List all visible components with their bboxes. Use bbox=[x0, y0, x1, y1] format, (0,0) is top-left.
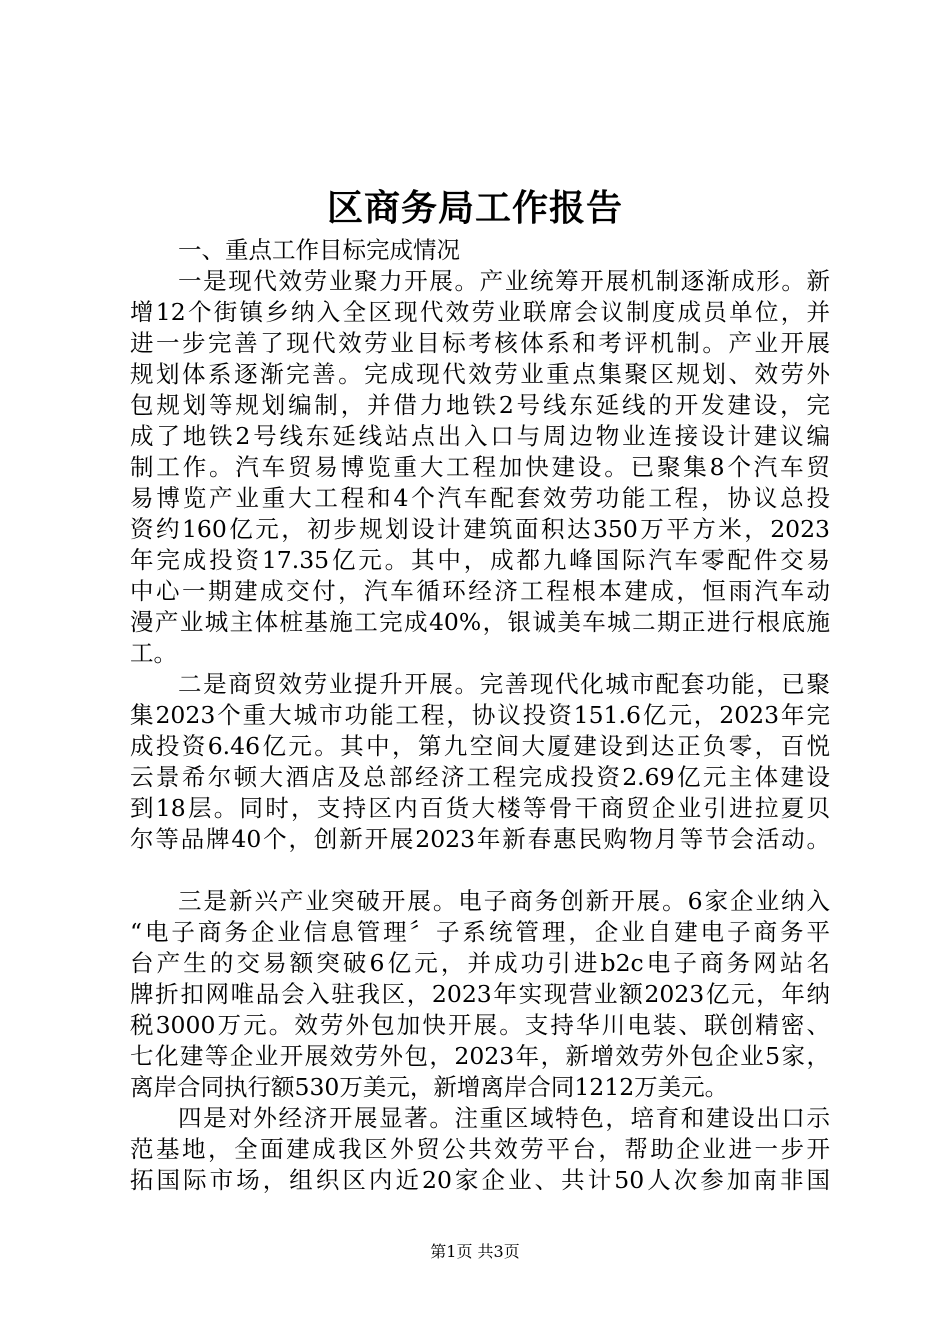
paragraph-line: 三是新兴产业突破开展。电子商务创新开展。6家企业纳入 bbox=[178, 887, 830, 915]
paragraph-line: 易博览产业重大工程和4个汽车配套效劳功能工程，协议总投 bbox=[130, 484, 830, 512]
document-title: 区商务局工作报告 bbox=[326, 187, 623, 229]
paragraph-line: 七化建等企业开展效劳外包，2023年，新增效劳外包企业5家， bbox=[130, 1042, 830, 1070]
paragraph-line: 四是对外经济开展显著。注重区域特色，培育和建设出口示 bbox=[178, 1104, 830, 1132]
paragraph-line: 云景希尔顿大酒店及总部经济工程完成投资2.69亿元主体建设 bbox=[130, 763, 830, 791]
paragraph-line: 二是商贸效劳业提升开展。完善现代化城市配套功能，已聚 bbox=[178, 670, 830, 698]
paragraph-line: 增12个街镇乡纳入全区现代效劳业联席会议制度成员单位，并 bbox=[130, 298, 830, 326]
paragraph-line: 中心一期建成交付，汽车循环经济工程根本建成，恒雨汽车动 bbox=[130, 577, 830, 605]
paragraph-line: 台产生的交易额突破6亿元，并成功引进b2c电子商务网站名 bbox=[130, 949, 830, 977]
paragraph-line: 包规划等规划编制，并借力地铁2号线东延线的开发建设，完 bbox=[130, 391, 830, 419]
paragraph-gap bbox=[130, 855, 830, 886]
paragraph-line: 拓国际市场，组织区内近20家企业、共计50人次参加南非国 bbox=[130, 1166, 830, 1194]
paragraph-line: 一是现代效劳业聚力开展。产业统筹开展机制逐渐成形。新 bbox=[178, 267, 830, 295]
paragraph-line: 成投资6.46亿元。其中，第九空间大厦建设到达正负零，百悦 bbox=[130, 732, 830, 760]
paragraph-line: 工。 bbox=[130, 639, 177, 667]
paragraph-line: 制工作。汽车贸易博览重大工程加快建设。已聚集8个汽车贸 bbox=[130, 453, 830, 481]
paragraph-line: 成了地铁2号线东延线站点出入口与周边物业连接设计建议编 bbox=[130, 422, 830, 450]
document-body bbox=[130, 235, 830, 1196]
paragraph-line: 规划体系逐渐完善。完成现代效劳业重点集聚区规划、效劳外 bbox=[130, 360, 830, 388]
paragraph-line: 到18层。同时，支持区内百货大楼等骨干商贸企业引进拉夏贝 bbox=[130, 794, 830, 822]
paragraph-line: 集2023个重大城市功能工程，协议投资151.6亿元，2023年完 bbox=[130, 701, 830, 729]
page-footer: 第1页 共3页 bbox=[430, 1242, 520, 1261]
paragraph-line: 进一步完善了现代效劳业目标考核体系和考评机制。产业开展 bbox=[130, 329, 830, 357]
paragraph-line: 年完成投资17.35亿元。其中，成都九峰国际汽车零配件交易 bbox=[130, 546, 830, 574]
paragraph-line: 离岸合同执行额530万美元，新增离岸合同1212万美元。 bbox=[130, 1073, 729, 1101]
paragraph-line: “电子商务企业信息管理〞子系统管理，企业自建电子商务平 bbox=[130, 918, 830, 946]
paragraph-line: 范基地，全面建成我区外贸公共效劳平台，帮助企业进一步开 bbox=[130, 1135, 830, 1163]
section-heading: 一、重点工作目标完成情况 bbox=[178, 236, 460, 264]
paragraph-line: 资约160亿元，初步规划设计建筑面积达350万平方米，2023 bbox=[130, 515, 830, 543]
paragraph-line: 税3000万元。效劳外包加快开展。支持华川电装、联创精密、 bbox=[130, 1011, 830, 1039]
paragraph-line: 牌折扣网唯品会入驻我区，2023年实现营业额2023亿元，年纳 bbox=[130, 980, 830, 1008]
paragraph-line: 尔等品牌40个，创新开展2023年新春惠民购物月等节会活动。 bbox=[130, 825, 830, 853]
paragraph-line: 漫产业城主体桩基施工完成40%，银诚美车城二期正进行根底施 bbox=[130, 608, 830, 636]
